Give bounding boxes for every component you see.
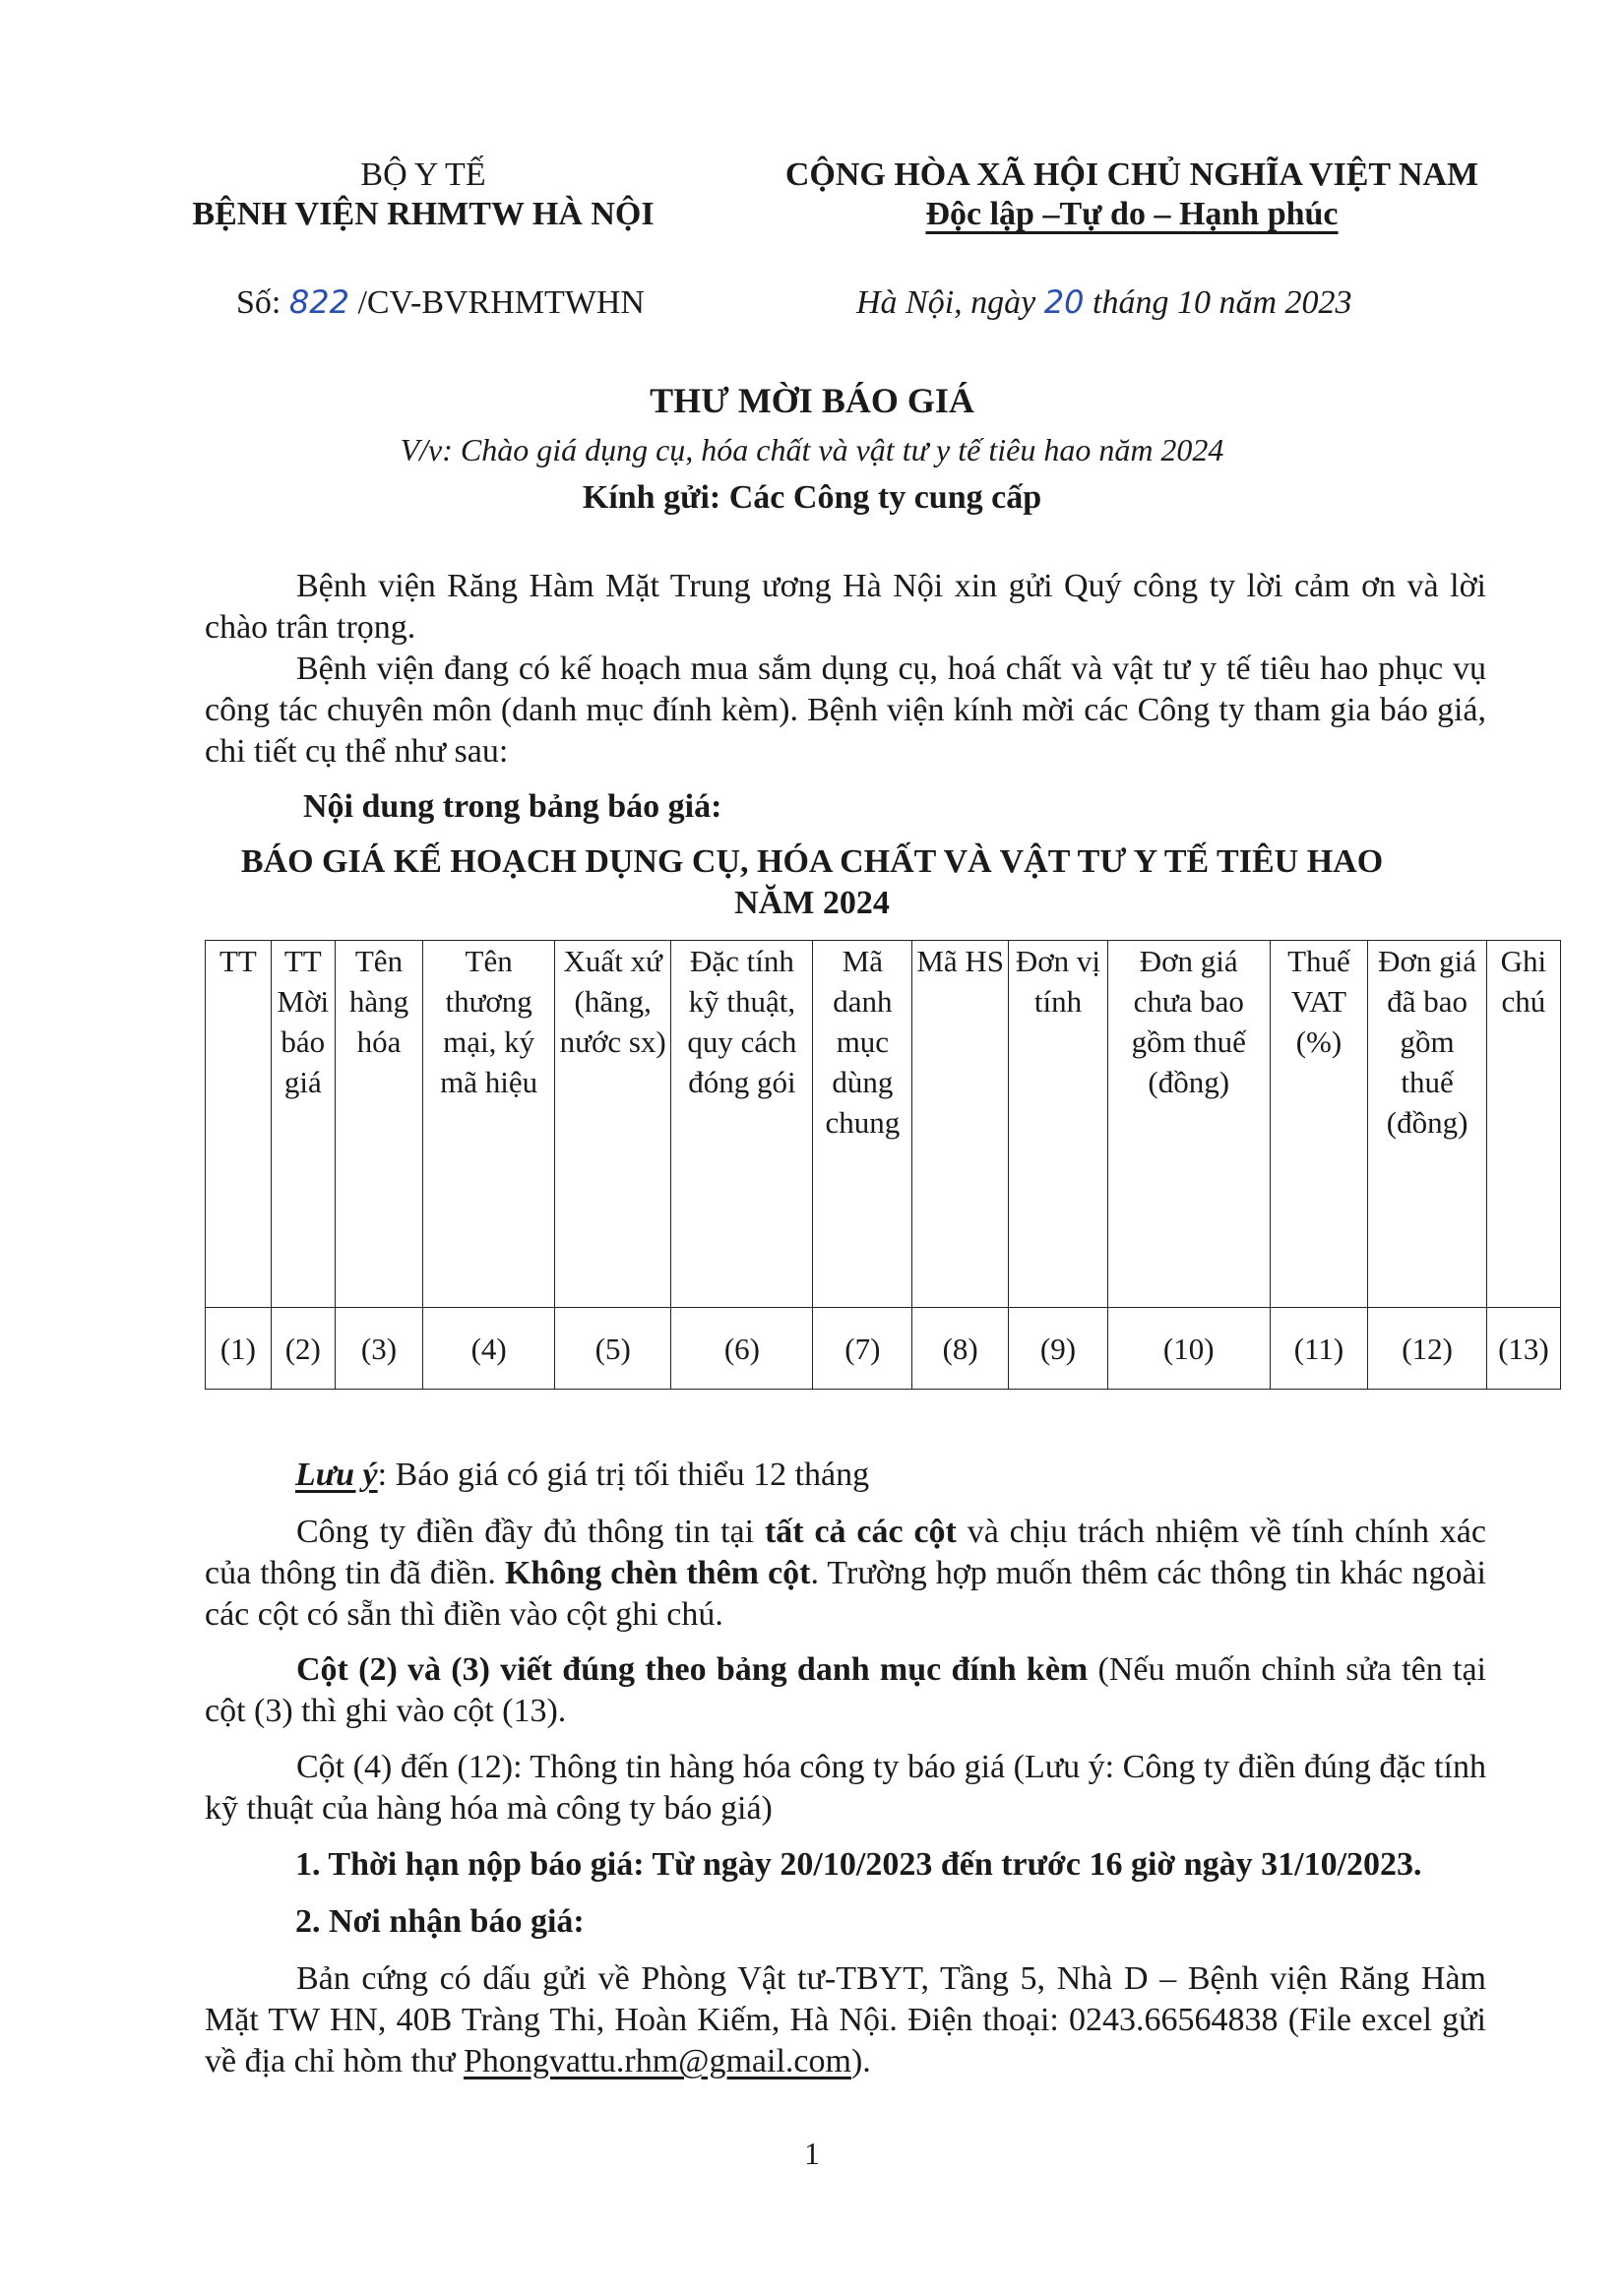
header-cell: Tên hàng hóa: [335, 941, 423, 1308]
header-cell: Mã HS: [912, 941, 1009, 1308]
deadline-line: 1. Thời hạn nộp báo giá: Từ ngày 20/10/2023 đến trước 16 giờ ngày 31/10/2023.: [295, 1846, 1422, 1883]
table-header-row: [206, 941, 1561, 1308]
column-number-cell: (11): [1270, 1308, 1368, 1390]
email-link[interactable]: Phongvattu.rhm@gmail.com: [464, 2043, 851, 2079]
column-number-row: [206, 1308, 1561, 1390]
republic-name: CỘNG HÒA XÃ HỘI CHỦ NGHĨA VIỆT NAM: [784, 156, 1479, 193]
purpose-paragraph: Bệnh viện đang có kế hoạch mua sắm dụng cụ, hoá chất và vật tư y tế tiêu hao phục vụ công tác chuyên môn (danh mục đính kèm). Bệnh viện kính mời các Công ty tham gia báo giá, chi tiết cụ thể như sau:: [205, 651, 1486, 770]
greeting-paragraph: Bệnh viện Răng Hàm Mặt Trung ương Hà Nội xin gửi Quý công ty lời cảm ơn và lời chào trân trọng.: [205, 568, 1486, 646]
table-title: BÁO GIÁ KẾ HOẠCH DỤNG CỤ, HÓA CHẤT VÀ VẬT TƯ Y TẾ TIÊU HAO NĂM 2024: [240, 843, 1384, 921]
document-title: THƯ MỜI BÁO GIÁ: [650, 381, 974, 420]
header-cell: Xuất xứ (hãng, nước sx): [555, 941, 671, 1308]
column-number-cell: (8): [912, 1308, 1009, 1390]
quotation-table: [205, 940, 1561, 1390]
column-number-cell: (2): [271, 1308, 335, 1390]
header-cell: TT: [206, 941, 272, 1308]
document-subject: V/v: Chào giá dụng cụ, hóa chất và vật tư y tế tiêu hao năm 2024: [400, 432, 1224, 467]
document-date: Hà Nội, ngày 20 tháng 10 năm 2023: [856, 283, 1352, 321]
handwritten-day: 20: [1043, 283, 1085, 321]
column-instruction: Cột (2) và (3) viết đúng theo bảng danh mục đính kèm (Nếu muốn chỉnh sửa tên tại cột (3) thì ghi vào cột (13).: [205, 1651, 1486, 1729]
column-number-cell: (5): [555, 1308, 671, 1390]
column-number-cell: (4): [423, 1308, 555, 1390]
column-number-cell: (7): [813, 1308, 912, 1390]
header-cell: Đơn vị tính: [1009, 941, 1108, 1308]
document-number: Số: 822 /CV-BVRHMTWHN: [236, 283, 645, 321]
handwritten-number: 822: [288, 283, 349, 321]
column-number-cell: (13): [1486, 1308, 1560, 1390]
column-number-cell: (6): [671, 1308, 813, 1390]
column-number-cell: (9): [1009, 1308, 1108, 1390]
header-cell: Tên thương mại, ký mã hiệu: [423, 941, 555, 1308]
national-motto: Độc lập –Tự do – Hạnh phúc: [925, 196, 1339, 232]
recipient-line: Kính gửi: Các Công ty cung cấp: [582, 479, 1042, 516]
national-heading: [728, 155, 1535, 234]
content-heading: Nội dung trong bảng báo giá:: [303, 788, 722, 825]
header-cell: Ghi chú: [1486, 941, 1560, 1308]
issuer-block: [118, 155, 728, 234]
hospital-name: BỆNH VIỆN RHMTW HÀ NỘI: [192, 196, 655, 232]
receiving-heading: 2. Nơi nhận báo giá:: [295, 1903, 585, 1940]
fill-instruction: Công ty điền đầy đủ thông tin tại tất cả các cột và chịu trách nhiệm về tính chính xác của thông tin đã điền. Không chèn thêm cột. Trường hợp muốn thêm các thông tin khác ngoài các cột có sẵn thì điền vào cột ghi chú.: [205, 1514, 1486, 1633]
header-cell: Đơn giá chưa bao gồm thuế (đồng): [1107, 941, 1270, 1308]
column-number-cell: (3): [335, 1308, 423, 1390]
column-number-cell: (1): [206, 1308, 272, 1390]
receiving-address: Bản cứng có dấu gửi về Phòng Vật tư-TBYT, Tầng 5, Nhà D – Bệnh viện Răng Hàm Mặt TW HN, 40B Tràng Thi, Hoàn Kiếm, Hà Nội. Điện thoại: 0243.66564838 (File excel gửi về địa chỉ hòm thư Phongvattu.rhm@gmail.com).: [205, 1960, 1486, 2079]
header-cell: Mã danh mục dùng chung: [813, 941, 912, 1308]
column-number-cell: (10): [1107, 1308, 1270, 1390]
header-cell: Đơn giá đã bao gồm thuế (đồng): [1368, 941, 1486, 1308]
column-number-cell: (12): [1368, 1308, 1486, 1390]
page-number: 1: [804, 2136, 820, 2171]
note-label: Lưu ý: [295, 1457, 378, 1493]
header-cell: Đặc tính kỹ thuật, quy cách đóng gói: [671, 941, 813, 1308]
header-cell: Thuế VAT (%): [1270, 941, 1368, 1308]
ministry-name: BỘ Y TẾ: [360, 156, 486, 193]
validity-note: Lưu ý: Báo giá có giá trị tối thiểu 12 tháng: [295, 1457, 870, 1493]
column-range-instruction: Cột (4) đến (12): Thông tin hàng hóa công ty báo giá (Lưu ý: Công ty điền đúng đặc tính kỹ thuật của hàng hóa mà công ty báo giá): [205, 1749, 1486, 1827]
header-cell: TT Mời báo giá: [271, 941, 335, 1308]
